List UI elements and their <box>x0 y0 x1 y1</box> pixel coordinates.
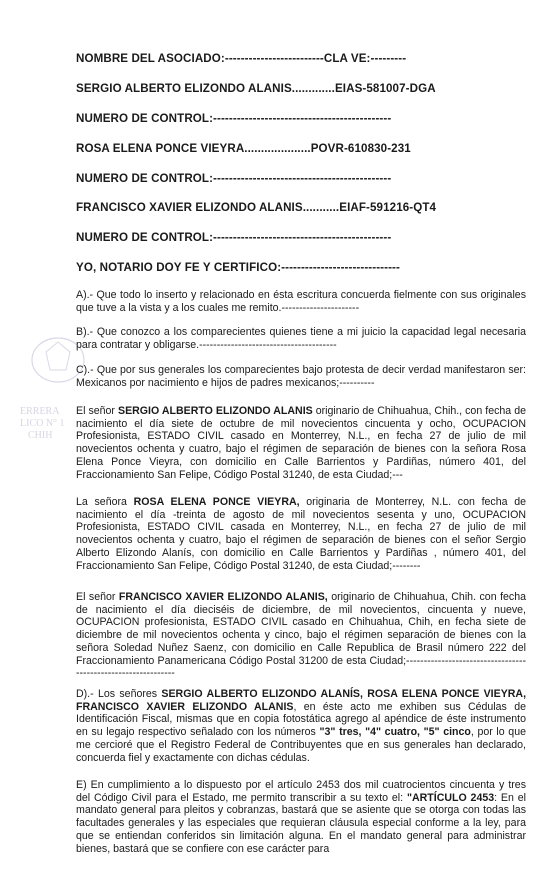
compareciente-3-paragraph <box>76 591 526 680</box>
compareciente-1-paragraph <box>76 405 526 481</box>
e-rest: : En el mandato general para pleitos y cobranzas, bastará que se asiente que se otorga con todas las facultades generales y las especiales que requieran cláusula especial conforme a la ley, para que se entiendan conferidos sin limitación alguna. En el mandato general para administrar bienes, bastará que se confiere con ese carácter para <box>76 791 526 855</box>
p1-name: SERGIO ALBERTO ELIZONDO ALANIS <box>118 405 313 417</box>
d-names: SERGIO ALBERTO ELIZONDO ALANÍS, ROSA ELENA PONCE VIEYRA, FRANCISCO XAVIER ELIZONDO ALANIS <box>76 688 527 713</box>
d-mid: , en éste acto me exhiben sus Cédulas de Identificación Fiscal, mismas que en copia fotostática agrego al apéndice de éste instrumento en su legajo respectivo señalado con los números <box>76 700 526 739</box>
p3-intro: El señor <box>76 591 119 603</box>
e-article: "ARTÍCULO 2453 <box>406 791 495 804</box>
clause-c: C).- Que por sus generales los comparecientes bajo protesta de decir verdad manifestaron ser: Mexicanos por nacimiento e hijos de padres mexicanos;---------- <box>76 364 526 389</box>
control-number-line-1: NUMERO DE CONTROL:--------------------------------------------- <box>76 112 392 125</box>
p2-name: ROSA ELENA PONCE VIEYRA, <box>133 496 300 508</box>
clause-e <box>76 779 526 855</box>
associate-line-3: FRANCISCO XAVIER ELIZONDO ALANIS...........EIAF-591216-QT4 <box>76 201 437 214</box>
seal-text-line-2: LICO N° 1 <box>20 418 65 429</box>
control-number-line-3: NUMERO DE CONTROL:--------------------------------------------- <box>76 231 392 244</box>
associate-header-line: NOMBRE DEL ASOCIADO:-------------------------CLA VE:--------- <box>76 52 407 65</box>
notary-certify-heading: YO, NOTARIO DOY FE Y CERTIFICO:------------------------------ <box>76 261 400 274</box>
d-rest: , por lo que me cercioré que el Registro Federal de Contribuyentes que en sus generales han declarado, concuerda fiel y exactamente con dichas cédulas. <box>76 726 526 764</box>
control-number-line-2: NUMERO DE CONTROL:--------------------------------------------- <box>76 172 392 185</box>
clause-d <box>76 688 526 764</box>
d-numbers: "3" tres, "4" cuatro, "5" cinco <box>319 726 471 739</box>
p2-intro: La señora <box>76 496 134 508</box>
d-intro: D).- Los señores <box>76 688 162 700</box>
associate-line-2: ROSA ELENA PONCE VIEYRA....................POVR-610830-231 <box>76 142 411 155</box>
seal-text-line-1: ERRERA <box>20 406 60 417</box>
seal-text-line-3: CHIH <box>28 430 53 441</box>
p1-rest: originario de Chihuahua, Chih., con fecha de nacimiento el día siete de octubre de mil novecientos cincuenta y ocho, OCUPACION Profesionista, ESTADO CIVIL casado en Monterrey, N.L., en fecha 27 de julio de mil novecientos ochenta y cuatro, bajo el régimen de separación de bienes con la señora Rosa Elena Ponce Vieyra, con domicilio en Calle Barrientos y Pardiñas, número 401, del Fraccionamiento San Felipe, Código Postal 31240, de esta Ciudad;--- <box>76 405 526 481</box>
associate-line-1: SERGIO ALBERTO ELIZONDO ALANIS.............EIAS-581007-DGA <box>76 82 436 95</box>
p3-name: FRANCISCO XAVIER ELIZONDO ALANIS, <box>118 591 328 603</box>
p2-rest: originaria de Monterrey, N.L. con fecha de nacimiento el día -treinta de agosto de mil novecientos sesenta y uno, OCUPACION Profesionista, ESTADO CIVIL casada en Monterrey, N.L., en fecha 27 de julio de mil novecientos ochenta y cuatro, bajo el régimen de separación de bienes con el señor Sergio Alberto Elizondo Alanís, con domicilio en Calle Barrientos y Pardiñas , número 401, del Fraccionamiento San Felipe, Código Postal 31240, de esta Ciudad;-------- <box>76 496 526 572</box>
p3-rest: originario de Chihuahua, Chih. con fecha de nacimiento el día dieciséis de diciembre, de mil novecientos, cincuenta y nueve, OCUPACION profesionista, ESTADO CIVIL casado en Chihuahua, Chih, en fecha siete de diciembre de mil novecientos ochenta y cinco, bajo el régimen separación de bienes con la señora Soledad Nuñez Saenz, con domicilio en Calle Republica de Brasil número 222 del Fraccionamiento Panamericana Código Postal 31200 de esta Ciudad;-------------------------------------------------------------- <box>76 591 526 680</box>
p1-intro: El señor <box>76 405 118 417</box>
e-intro: E) En cumplimiento a lo dispuesto por el artículo 2453 dos mil cuatrocientos cincuenta y tres del Código Civil para el Estado, me permito transcribir a su texto el: <box>76 779 526 804</box>
compareciente-2-paragraph <box>76 496 526 572</box>
clause-b: B).- Que conozco a los comparecientes quienes tiene a mi juicio la capacidad legal necesaria para contratar y obligarse.--------------------------------------- <box>76 326 526 351</box>
clause-a: A).- Que todo lo inserto y relacionado en ésta escritura concuerda fielmente con sus originales que tuve a la vista y a los cuales me remito.---------------------- <box>76 289 526 314</box>
